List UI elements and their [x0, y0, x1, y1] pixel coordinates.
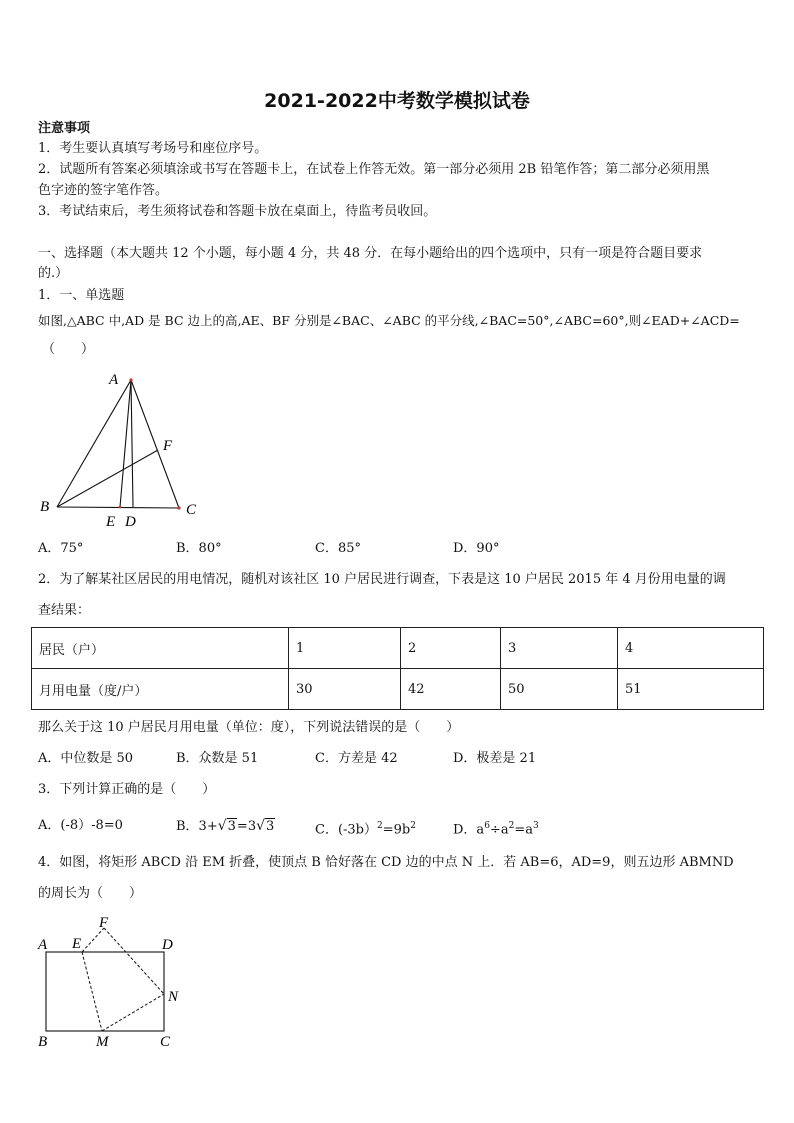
- q2-option-b[interactable]: B．众数是 51: [176, 751, 259, 766]
- section-heading: 一、选择题（本大题共 12 个小题，每小题 4 分，共 48 分．在每小题给出的四个选项中，只有一项是符合题目要求: [38, 246, 703, 261]
- q3-d-prefix: D．a: [453, 822, 485, 838]
- q3-d-exponent: 3: [532, 821, 539, 831]
- q3-b-mid: =3: [236, 819, 257, 834]
- label-d: D: [162, 937, 173, 953]
- q2-option-a[interactable]: A．中位数是 50: [38, 751, 134, 766]
- note-2-cont: 色字迹的签字笔作答。: [38, 183, 169, 198]
- note-2: 2．试题所有答案必须填涂或书写在答题卡上，在试卷上作答无效。第一部分必须用 2B 铅笔作答；第二部分必须用黑: [38, 162, 710, 177]
- q3-option-c[interactable]: [315, 816, 416, 840]
- table-cell: 3: [501, 628, 618, 669]
- table-row: [32, 628, 764, 669]
- table-cell: 50: [501, 669, 618, 710]
- segment-fn: [104, 928, 164, 994]
- table-cell: 42: [401, 669, 501, 710]
- q1-option-b[interactable]: B．80°: [176, 541, 222, 556]
- segment-ef: [82, 928, 104, 952]
- q3-d-eq: =a: [514, 822, 533, 838]
- q2-option-c[interactable]: C．方差是 42: [315, 751, 398, 766]
- q2-text: 2．为了解某社区居民的用电情况，随机对该社区 10 户居民进行调查，下表是这 10 户居民 2015 年 4 月份用电量的调: [38, 572, 726, 587]
- label-c: C: [186, 502, 197, 518]
- table-cell: 2: [401, 628, 501, 669]
- label-b: B: [38, 1034, 48, 1050]
- label-f: F: [99, 915, 109, 931]
- section-heading-cont: 的.）: [38, 266, 69, 281]
- q3-option-b[interactable]: [176, 816, 275, 837]
- segment-ae: [120, 380, 131, 507]
- section-subtitle: 1．一、单选题: [38, 288, 125, 303]
- q4-text: 4．如图，将矩形 ABCD 沿 EM 折叠，使顶点 B 恰好落在 CD 边的中点 N 上．若 AB=6，AD=9，则五边形 ABMND: [38, 855, 734, 870]
- label-a: A: [38, 937, 48, 953]
- q3-d-exponent: 2: [508, 821, 515, 831]
- label-n: N: [168, 989, 179, 1005]
- q1-option-d[interactable]: D．90°: [453, 541, 500, 556]
- note-3: 3．考试结束后，考生须将试卷和答题卡放在桌面上，待监考员收回。: [38, 204, 437, 219]
- point-c: [177, 506, 180, 509]
- table-cell: 4: [618, 628, 764, 669]
- label-a: A: [109, 372, 119, 388]
- segment-mn: [102, 994, 164, 1031]
- q3-c-mid: =9b: [382, 822, 411, 838]
- rectangle-fold-figure: [34, 912, 194, 1052]
- q3-b-radicand: 3: [266, 819, 275, 834]
- radical-icon: √: [256, 818, 266, 834]
- q3-c-exponent: 2: [410, 821, 416, 831]
- table-cell: 1: [289, 628, 401, 669]
- q3-d-mid: ÷a: [489, 822, 509, 838]
- fold-line-em: [82, 952, 102, 1031]
- table-cell: 居民（户）: [32, 628, 289, 669]
- note-1: 1．考生要认真填写考场号和座位序号。: [38, 141, 268, 156]
- label-m: M: [96, 1034, 109, 1050]
- table-cell: 月用电量（度/户）: [32, 669, 289, 710]
- segment-ad: [131, 380, 133, 507]
- q2-text-cont: 查结果：: [38, 603, 91, 618]
- triangle-figure: [36, 366, 216, 532]
- q1-option-c[interactable]: C．85°: [315, 541, 361, 556]
- q2-option-d[interactable]: D．极差是 21: [453, 751, 537, 766]
- q2-question: 那么关于这 10 户居民月用电量（单位：度），下列说法错误的是（ ）: [38, 720, 460, 735]
- q3-d-exponent: 6: [484, 821, 490, 831]
- table-cell: 30: [289, 669, 401, 710]
- q3-text: 3．下列计算正确的是（ ）: [38, 782, 216, 797]
- q3-option-a[interactable]: A．(-8）-8=0: [38, 818, 123, 833]
- label-d: D: [125, 514, 136, 530]
- label-c: C: [160, 1034, 171, 1050]
- electricity-table: [31, 627, 764, 710]
- q3-b-radicand: 3: [227, 819, 236, 834]
- q1-option-a[interactable]: A．75°: [38, 541, 84, 556]
- notes-heading: 注意事项: [38, 121, 91, 136]
- q4-text-cont: 的周长为（ ）: [38, 886, 143, 901]
- label-e: E: [106, 514, 116, 530]
- q3-option-d[interactable]: [453, 816, 539, 840]
- side-ab: [57, 380, 131, 507]
- segment-bf: [57, 450, 158, 507]
- exam-title: 2021-2022中考数学模拟试卷: [264, 90, 530, 112]
- table-row: [32, 669, 764, 710]
- q3-c-prefix: C．(-3b）: [315, 822, 378, 838]
- point-e: [119, 506, 122, 509]
- label-e: E: [72, 936, 82, 952]
- point-a: [129, 378, 132, 381]
- radical-icon: √: [217, 818, 227, 834]
- label-b: B: [40, 499, 50, 515]
- side-bc: [57, 507, 179, 508]
- q3-c-exponent: 2: [377, 821, 383, 831]
- q1-text: 如图,△ABC 中,AD 是 BC 边上的高,AE、BF 分别是∠BAC、∠ABC 的平分线,∠BAC=50°,∠ABC=60°,则∠EAD+∠ACD=: [38, 313, 740, 328]
- rectangle-abcd: [46, 952, 164, 1031]
- q3-b-prefix: B．3+: [176, 819, 218, 834]
- label-f: F: [163, 438, 173, 454]
- q1-paren: （ ）: [42, 342, 95, 357]
- table-cell: 51: [618, 669, 764, 710]
